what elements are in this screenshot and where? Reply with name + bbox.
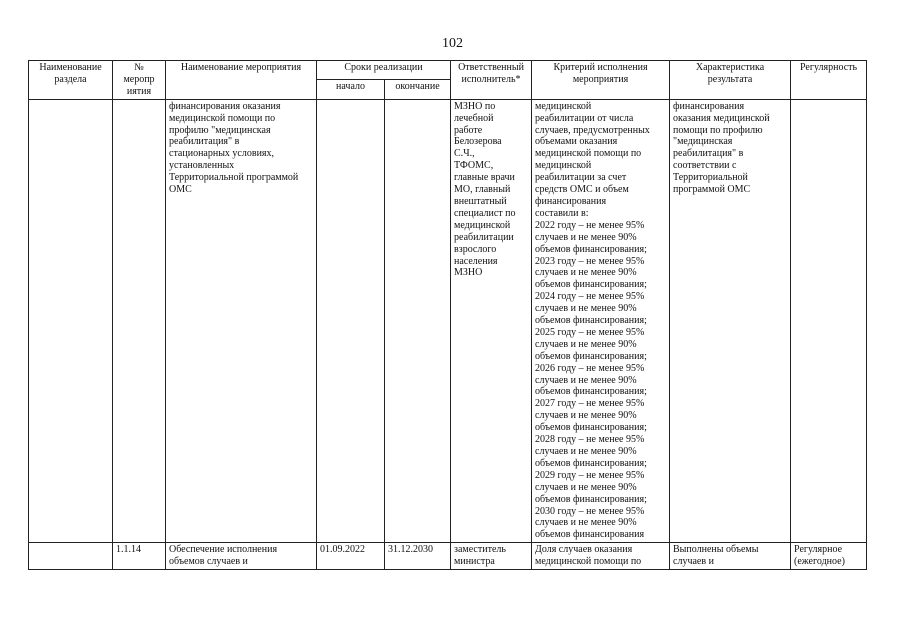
cell-event: Обеспечение исполнения объемов случаев и [166, 543, 317, 570]
header-regularity: Регулярность [791, 61, 867, 100]
header-start: начало [317, 80, 385, 99]
page-number: 102 [442, 36, 463, 51]
cell-criterion: Доля случаев оказания медицинской помощи по [532, 543, 670, 570]
cell-start [317, 99, 385, 543]
cell-start: 01.09.2022 [317, 543, 385, 570]
cell-result: финансирования оказания медицинской помощи по профилю "медицинская реабилитация" в соответствии с Территориальной программой ОМС [670, 99, 791, 543]
cell-responsible: МЗНО по лечебной работе Белозерова С.Ч., ТФОМС, главные врачи МО, главный внештатный специалист по медицинской реабилитации взрослого населения МЗНО [451, 99, 532, 543]
header-terms: Сроки реализации [317, 61, 451, 80]
cell-number: 1.1.14 [113, 543, 166, 570]
events-table [28, 60, 867, 570]
cell-criterion: медицинской реабилитации от числа случаев, предусмотренных объемами оказания медицинской помощи по медицинской реабилитации за счет средств ОМС и объем финансирования составили в: 2022 году – не менее 95% случаев и не менее 90% объемов финансирования; 2023 году – не менее 95% случаев и не менее 90% объемов финансирования; 2024 году – не менее 95% случаев и не менее 90% объемов финансирования; 2025 году – не менее 95% случаев и не менее 90% объемов финансирования; 2026 году – не менее 95% случаев и не менее 90% объемов финансирования; 2027 году – не менее 95% случаев и не менее 90% объемов финансирования; 2028 году – не менее 95% случаев и не менее 90% объемов финансирования; 2029 году – не менее 95% случаев и не менее 90% объемов финансирования; 2030 году – не менее 95% случаев и не менее 90% объемов финансирования [532, 99, 670, 543]
cell-end: 31.12.2030 [385, 543, 451, 570]
cell-regularity: Регулярное (ежегодное) [791, 543, 867, 570]
table-row [29, 99, 867, 543]
cell-end [385, 99, 451, 543]
table-row [29, 543, 867, 570]
cell-number [113, 99, 166, 543]
cell-result: Выполнены объемы случаев и [670, 543, 791, 570]
header-criterion: Критерий исполнения мероприятия [532, 61, 670, 100]
header-result: Характеристика результата [670, 61, 791, 100]
header-section: Наименование раздела [29, 61, 113, 100]
header-number: № меропр иятия [113, 61, 166, 100]
cell-event: финансирования оказания медицинской помощи по профилю "медицинская реабилитация" в стационарных условиях, установленных Территориальной программой ОМС [166, 99, 317, 543]
header-responsible: Ответственный исполнитель* [451, 61, 532, 100]
cell-section [29, 99, 113, 543]
header-event: Наименование мероприятия [166, 61, 317, 100]
cell-responsible: заместитель министра [451, 543, 532, 570]
cell-section [29, 543, 113, 570]
cell-regularity [791, 99, 867, 543]
header-end: окончание [385, 80, 451, 99]
